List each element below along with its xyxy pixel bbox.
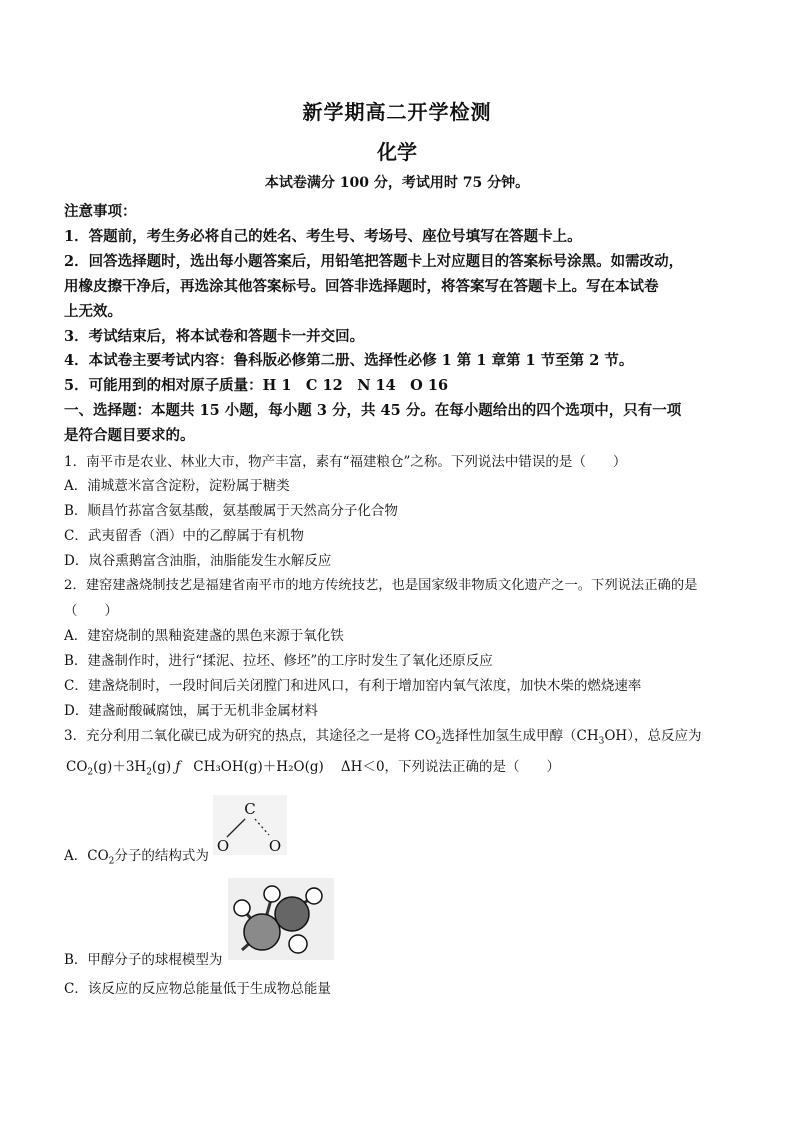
methanol-ball-stick-figure bbox=[228, 878, 334, 960]
hydrogen-atom-4 bbox=[289, 935, 307, 953]
hydrogen-atom-3 bbox=[306, 888, 322, 904]
q1-option-b: B．顺昌竹荪富含氨基酸，氨基酸属于天然高分子化合物 bbox=[64, 503, 398, 519]
oxygen-label-right: O bbox=[268, 837, 282, 855]
note-2-line-3: 上无效。 bbox=[64, 303, 122, 320]
q2-option-c: C．建盏烧制时，一段时间后关闭膛门和进风口，有利于增加窑内氧气浓度，加快木柴的燃烧速率 bbox=[64, 678, 642, 694]
q3-equation: $CO_2(g)+3H_2(g)$ ƒ CH₃OH(g)＋H₂O(g) ΔH＜0，下列说法正确的是（ ） bbox=[66, 759, 561, 778]
carbon-atom bbox=[244, 914, 280, 950]
note-1: 1．答题前，考生务必将自己的姓名、考生号、考场号、座位号填写在答题卡上。 bbox=[64, 228, 582, 245]
note-2-line-2: 用橡皮擦干净后，再选涂其他答案标号。回答非选择题时，将答案写在答题卡上。写在本试卷 bbox=[64, 278, 659, 295]
q2-stem-line-2: （ ） bbox=[64, 603, 118, 619]
q3-option-a: A．$CO_2$分子的结构式为 bbox=[64, 848, 209, 867]
section-1-line-1: 一、选择题：本题共 15 小题，每小题 3 分，共 45 分。在每小题给出的四个选项中，只有一项 bbox=[64, 402, 682, 419]
q1-option-a: A．浦城薏米富含淀粉，淀粉属于糖类 bbox=[64, 478, 290, 494]
oxygen-label-left: O bbox=[216, 837, 230, 855]
q3-option-c: C．该反应的反应物总能量低于生成物总能量 bbox=[64, 981, 331, 997]
exam-info: 本试卷满分 100 分，考试用时 75 分钟。 bbox=[264, 175, 530, 191]
q2-option-b: B．建盏制作时，进行“揉泥、拉坯、修坯”的工序时发生了氧化还原反应 bbox=[64, 653, 493, 669]
hydrogen-atom-1 bbox=[234, 900, 250, 916]
note-3: 3．考试结束后，将本试卷和答题卡一并交回。 bbox=[64, 328, 365, 345]
q3-stem: 3．充分利用二氧化碳已成为研究的热点，其途径之一是将 $CO_2$选择性加氢生成甲醇$(CH_3OH)$，总反应为 bbox=[64, 728, 702, 747]
q1-option-d: D．岚谷熏鹅富含油脂，油脂能发生水解反应 bbox=[64, 553, 332, 569]
note-2-line-1: 2．回答选择题时，选出每小题答案后，用铅笔把答题卡上对应题目的答案标号涂黑。如需改动， bbox=[64, 253, 684, 270]
q1-option-c: C．武夷留香（酒）中的乙醇属于有机物 bbox=[64, 528, 304, 544]
carbon-label: C bbox=[244, 800, 256, 818]
exam-title: 新学期高二开学检测 bbox=[302, 100, 492, 124]
q2-option-a: A．建窑烧制的黑釉瓷建盏的黑色来源于氧化铁 bbox=[64, 628, 344, 644]
oxygen-atom bbox=[275, 897, 309, 931]
q2-option-d: D．建盏耐酸碱腐蚀，属于无机非金属材料 bbox=[64, 703, 318, 719]
subject-title: 化学 bbox=[377, 140, 417, 164]
section-1-line-2: 是符合题目要求的。 bbox=[64, 427, 195, 444]
q2-stem-line-1: 2．建窑建盏烧制技艺是福建省南平市的地方传统技艺，也是国家级非物质文化遗产之一。下列说法正确的是 bbox=[64, 578, 698, 593]
note-4: 4．本试卷主要考试内容：鲁科版必修第二册、选择性必修 1 第 1 章第 1 节至第 2 节。 bbox=[64, 352, 634, 369]
notes-heading: 注意事项： bbox=[64, 203, 137, 220]
note-5: 5．可能用到的相对原子质量：H 1 C 12 N 14 O 16 bbox=[64, 377, 449, 394]
hydrogen-atom-2 bbox=[264, 886, 280, 902]
q3-option-b: B．甲醇分子的球棍模型为 bbox=[64, 952, 223, 968]
co2-structure-figure bbox=[213, 795, 287, 855]
q1-stem: 1．南平市是农业、林业大市，物产丰富，素有“福建粮仓”之称。下列说法中错误的是（ ） bbox=[64, 454, 627, 470]
